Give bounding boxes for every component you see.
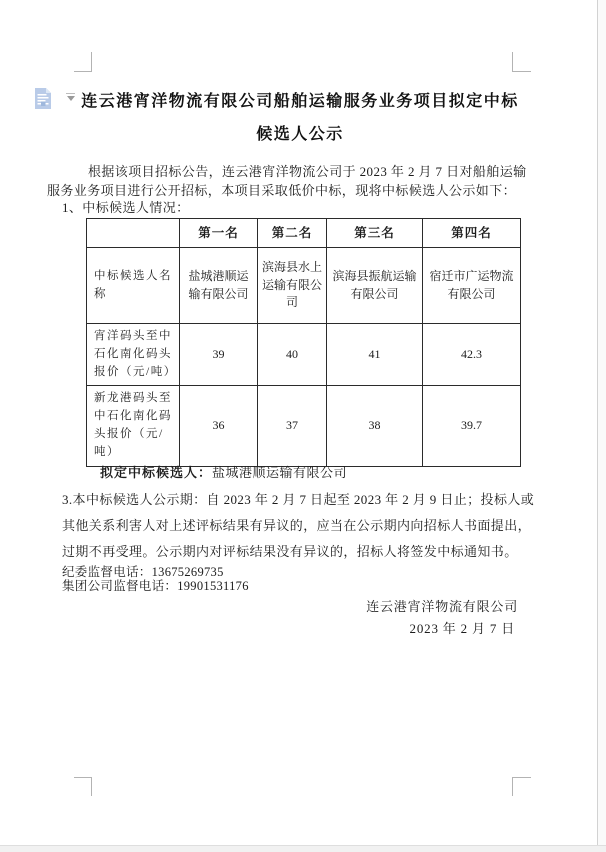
crop-mark-top-right (512, 52, 531, 72)
table-cell[interactable]: 42.3 (423, 324, 521, 386)
table-header-cell[interactable]: 第四名 (423, 219, 521, 248)
table-cell[interactable]: 宿迁市广运物流有限公司 (423, 248, 521, 324)
table-header-row (87, 219, 521, 248)
table-row (87, 324, 521, 386)
table-cell[interactable]: 40 (258, 324, 327, 386)
table-cell[interactable]: 38 (327, 386, 423, 466)
crop-mark-bottom-right (512, 777, 531, 796)
intro-line-3[interactable]: 1、中标候选人情况： (62, 200, 190, 215)
table-row (87, 248, 521, 324)
table-cell[interactable]: 盐城港顺运输有限公司 (180, 248, 258, 324)
notice-line-2[interactable]: 其他关系利害人对上述评标结果有异议的，应当在公示期内向招标人书面提出， (62, 518, 532, 533)
table-cell[interactable]: 滨海县水上运输有限公司 (258, 248, 327, 324)
signoff-company[interactable]: 连云港宵洋物流有限公司 (366, 599, 518, 614)
table-header-cell[interactable]: 第二名 (258, 219, 327, 248)
decision-label[interactable]: 拟定中标候选人： (100, 465, 213, 480)
row-label[interactable]: 中标候选人名称 (87, 248, 180, 324)
row-label[interactable]: 宵洋码头至中石化南化码头报价（元/吨） (87, 324, 180, 386)
group-phone-line[interactable]: 集团公司监督电话：19901531176 (62, 579, 249, 593)
signoff-date[interactable]: 2023 年 2 月 7 日 (409, 621, 515, 636)
notice-line-3[interactable]: 过期不再受理。公示期内对评标结果没有异议的，招标人将签发中标通知书。 (62, 544, 518, 559)
row-label[interactable]: 新龙港码头至中石化南化码头报价（元/吨） (87, 386, 180, 466)
discipline-phone-line[interactable]: 纪委监督电话：13675269735 (62, 565, 224, 579)
notice-line-1[interactable]: 3.本中标候选人公示期：自 2023 年 2 月 7 日起至 2023 年 2 月 9 日止；投标人或 (62, 492, 535, 507)
table-header-cell[interactable]: 第一名 (180, 219, 258, 248)
title-line-2[interactable]: 候选人公示 (256, 126, 344, 143)
table-cell[interactable]: 41 (327, 324, 423, 386)
page-title[interactable] (40, 85, 560, 151)
signoff-block (250, 596, 518, 637)
crop-mark-top-left (74, 52, 92, 72)
table-header-cell[interactable]: 第三名 (327, 219, 423, 248)
table-header-cell[interactable] (87, 219, 180, 248)
workspace-background-right (598, 0, 606, 846)
table-cell[interactable]: 37 (258, 386, 327, 466)
crop-mark-bottom-left (74, 777, 92, 796)
table-cell[interactable]: 39.7 (423, 386, 521, 466)
bid-candidates-table (86, 218, 521, 467)
table-cell[interactable]: 39 (180, 324, 258, 386)
table-cell[interactable]: 36 (180, 386, 258, 466)
intro-line-1[interactable]: 根据该项目招标公告，连云港宵洋物流公司于 2023 年 2 月 7 日对船舶运输 (88, 164, 527, 179)
decision-value[interactable]: 盐城港顺运输有限公司 (212, 465, 348, 480)
table-row (87, 386, 521, 466)
workspace-background-bottom (0, 845, 606, 852)
table-cell[interactable]: 滨海县振航运输有限公司 (327, 248, 423, 324)
title-line-1[interactable]: 连云港宵洋物流有限公司船舶运输服务业务项目拟定中标 (81, 93, 519, 110)
intro-line-2[interactable]: 服务业务项目进行公开招标，本项目采取低价中标，现将中标候选人公示如下： (47, 183, 517, 198)
decision-line (100, 462, 347, 481)
